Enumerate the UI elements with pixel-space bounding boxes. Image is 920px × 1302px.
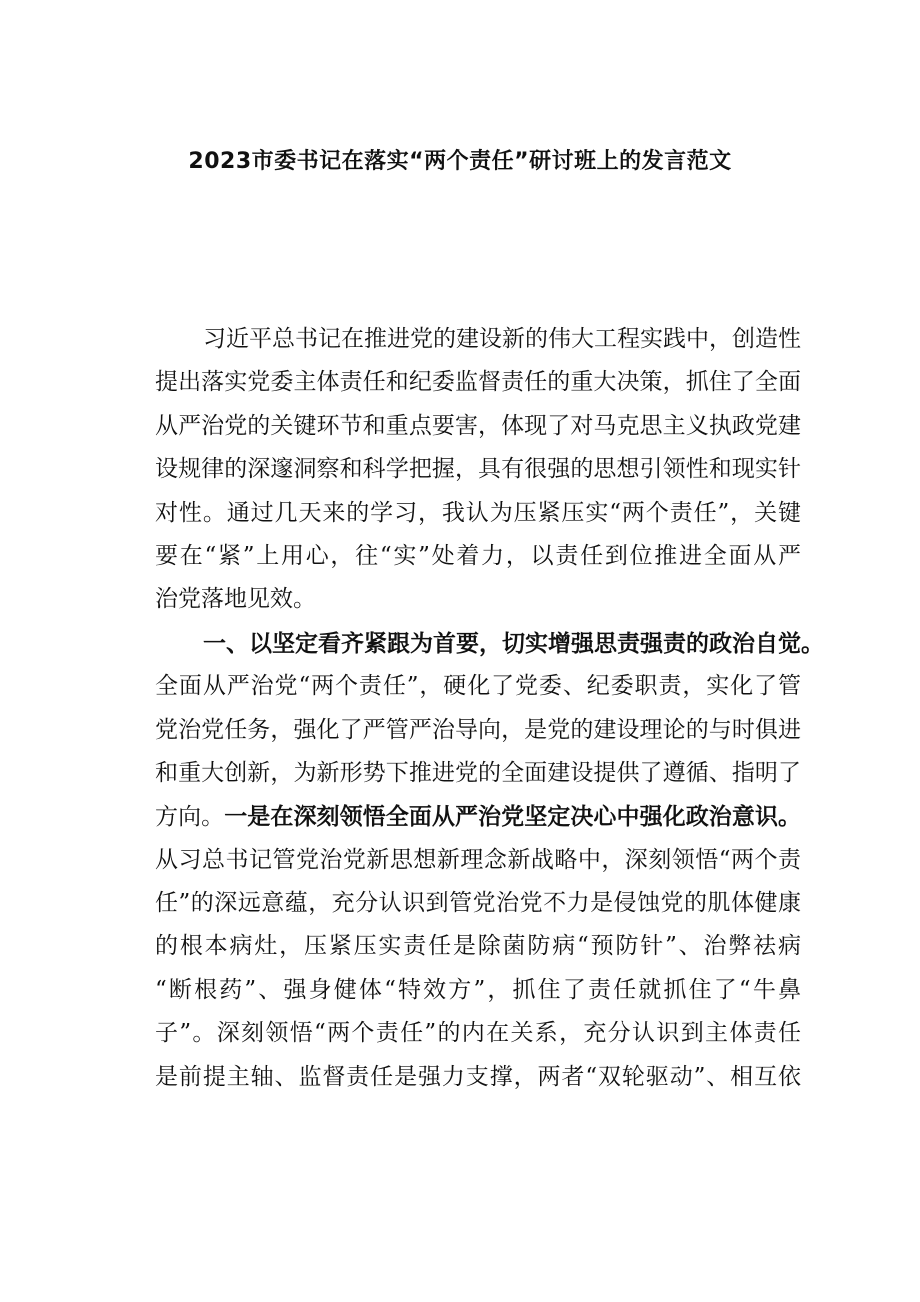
body-text: 的根本病灶，压紧压实责任是除菌防病“预防针”、治弊祛病 <box>155 933 801 960</box>
body-text: “断根药”、强身健体“特效方”，抓住了责任就抓住了“牛鼻 <box>155 976 801 1003</box>
body-text: 要在“紧”上用心，往“实”处着力，以责任到位推进全面从严 <box>155 542 801 569</box>
body-text: 任”的深远意蕴，充分认识到管党治党不力是侵蚀党的肌体健康 <box>155 890 801 917</box>
text-line <box>155 405 801 448</box>
body-text: 对性。通过几天来的学习，我认为压紧压实“两个责任”，关键 <box>155 499 801 526</box>
body-text: 设规律的深邃洞察和科学把握，具有很强的思想引领性和现实针 <box>155 456 801 483</box>
body-text: 提出落实党委主体责任和纪委监督责任的重大决策，抓住了全面 <box>155 369 801 396</box>
body-text: 从严治党的关键环节和重点要害，体现了对马克思主义执政党建 <box>155 412 801 439</box>
bold-heading-text: 一、以坚定看齐紧跟为首要，切实增强思责强责的政治自觉。 <box>203 629 824 657</box>
text-line <box>155 709 801 752</box>
body-text: 治党落地见效。 <box>155 586 316 613</box>
text-line <box>155 925 801 968</box>
text-line <box>155 882 801 925</box>
text-line <box>155 665 801 708</box>
document-title: 2023市委书记在落实“两个责任”研讨班上的发言范文 <box>188 149 732 174</box>
body-text: 全面从严治党“两个责任”，硬化了党委、纪委职责，实化了管 <box>155 673 801 700</box>
bold-heading-text: 一是在深刻领悟全面从严治党坚定决心中强化政治意识。 <box>224 803 802 831</box>
text-line <box>155 969 801 1012</box>
text-line <box>155 1012 801 1055</box>
text-line <box>155 492 801 535</box>
body-text: 和重大创新，为新形势下推进党的全面建设提供了遵循、指明了 <box>155 759 801 786</box>
body-text: 是前提主轴、监督责任是强力支撑，两者“双轮驱动”、相互依 <box>155 1063 801 1090</box>
body-text: 方向。 <box>155 804 225 831</box>
text-line <box>155 578 801 621</box>
document-body <box>155 318 824 1099</box>
text-line <box>155 1056 801 1099</box>
text-line <box>155 448 801 491</box>
body-text: 党治党任务，强化了严管严治导向，是党的建设理论的与时俱进 <box>155 716 801 743</box>
body-text: 从习总书记管党治党新思想新理念新战略中，深刻领悟“两个责 <box>155 846 801 873</box>
text-line <box>155 839 801 882</box>
text-line <box>155 795 801 838</box>
text-line <box>155 752 801 795</box>
text-line <box>155 535 801 578</box>
body-text: 习近平总书记在推进党的建设新的伟大工程实践中，创造性 <box>203 326 801 352</box>
text-line <box>155 318 801 361</box>
body-text: 子”。深刻领悟“两个责任”的内在关系，充分认识到主体责任 <box>155 1020 801 1047</box>
text-line <box>155 622 824 665</box>
text-line <box>155 361 801 404</box>
